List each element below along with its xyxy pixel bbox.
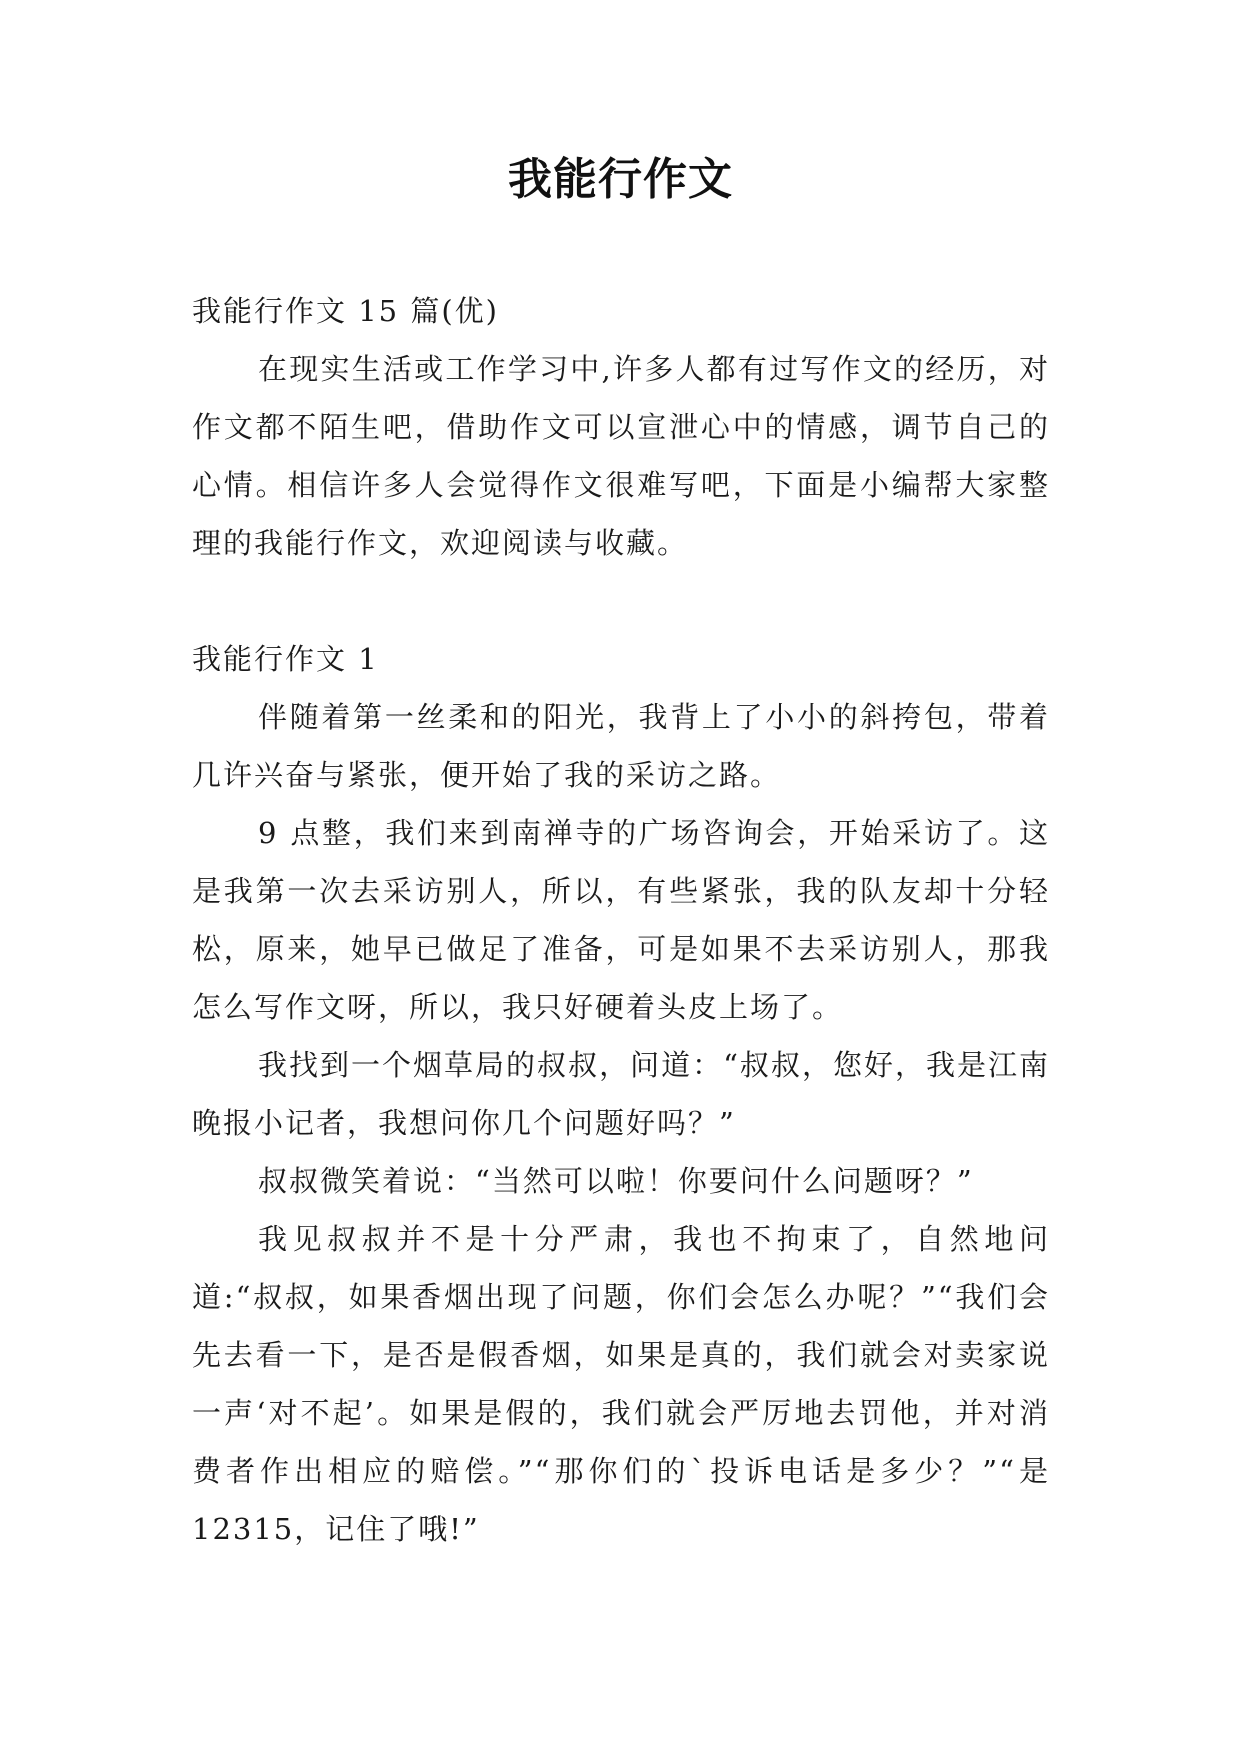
document-body (192, 282, 1050, 1558)
document-subtitle: 我能行作文 15 篇(优) (192, 294, 499, 328)
body-paragraph: 9 点整，我们来到南禅寺的广场咨询会，开始采访了。这是我第一次去采访别人，所以，有些紧张，我的队友却十分轻松，原来，她早已做足了准备，可是如果不去采访别人，那我怎么写作文呀，所以，我只好硬着头皮上场了。 (192, 816, 1050, 1024)
intro-paragraph: 在现实生活或工作学习中,许多人都有过写作文的经历，对作文都不陌生吧，借助作文可以宣泄心中的情感，调节自己的心情。相信许多人会觉得作文很难写吧，下面是小编帮大家整理的我能行作文，欢迎阅读与收藏。 (192, 352, 1050, 560)
body-paragraph: 我见叔叔并不是十分严肃，我也不拘束了，自然地问道:“叔叔，如果香烟出现了问题，你们会怎么办呢？”“我们会先去看一下，是否是假香烟，如果是真的，我们就会对卖家说一声‘对不起’。如果是假的，我们就会严厉地去罚他，并对消费者作出相应的赔偿。”“那你们的`投诉电话是多少？”“是 12315，记住了哦!” (192, 1222, 1050, 1546)
document-title: 我能行作文 (508, 154, 733, 205)
section-spacer (192, 572, 1050, 630)
body-paragraph: 我找到一个烟草局的叔叔，问道：“叔叔，您好，我是江南晚报小记者，我想问你几个问题好吗？” (192, 1048, 1050, 1140)
section-heading: 我能行作文 1 (192, 642, 379, 676)
body-paragraph: 伴随着第一丝柔和的阳光，我背上了小小的斜挎包，带着几许兴奋与紧张，便开始了我的采访之路。 (192, 700, 1050, 792)
body-paragraph: 叔叔微笑着说：“当然可以啦！你要问什么问题呀？” (258, 1164, 974, 1198)
